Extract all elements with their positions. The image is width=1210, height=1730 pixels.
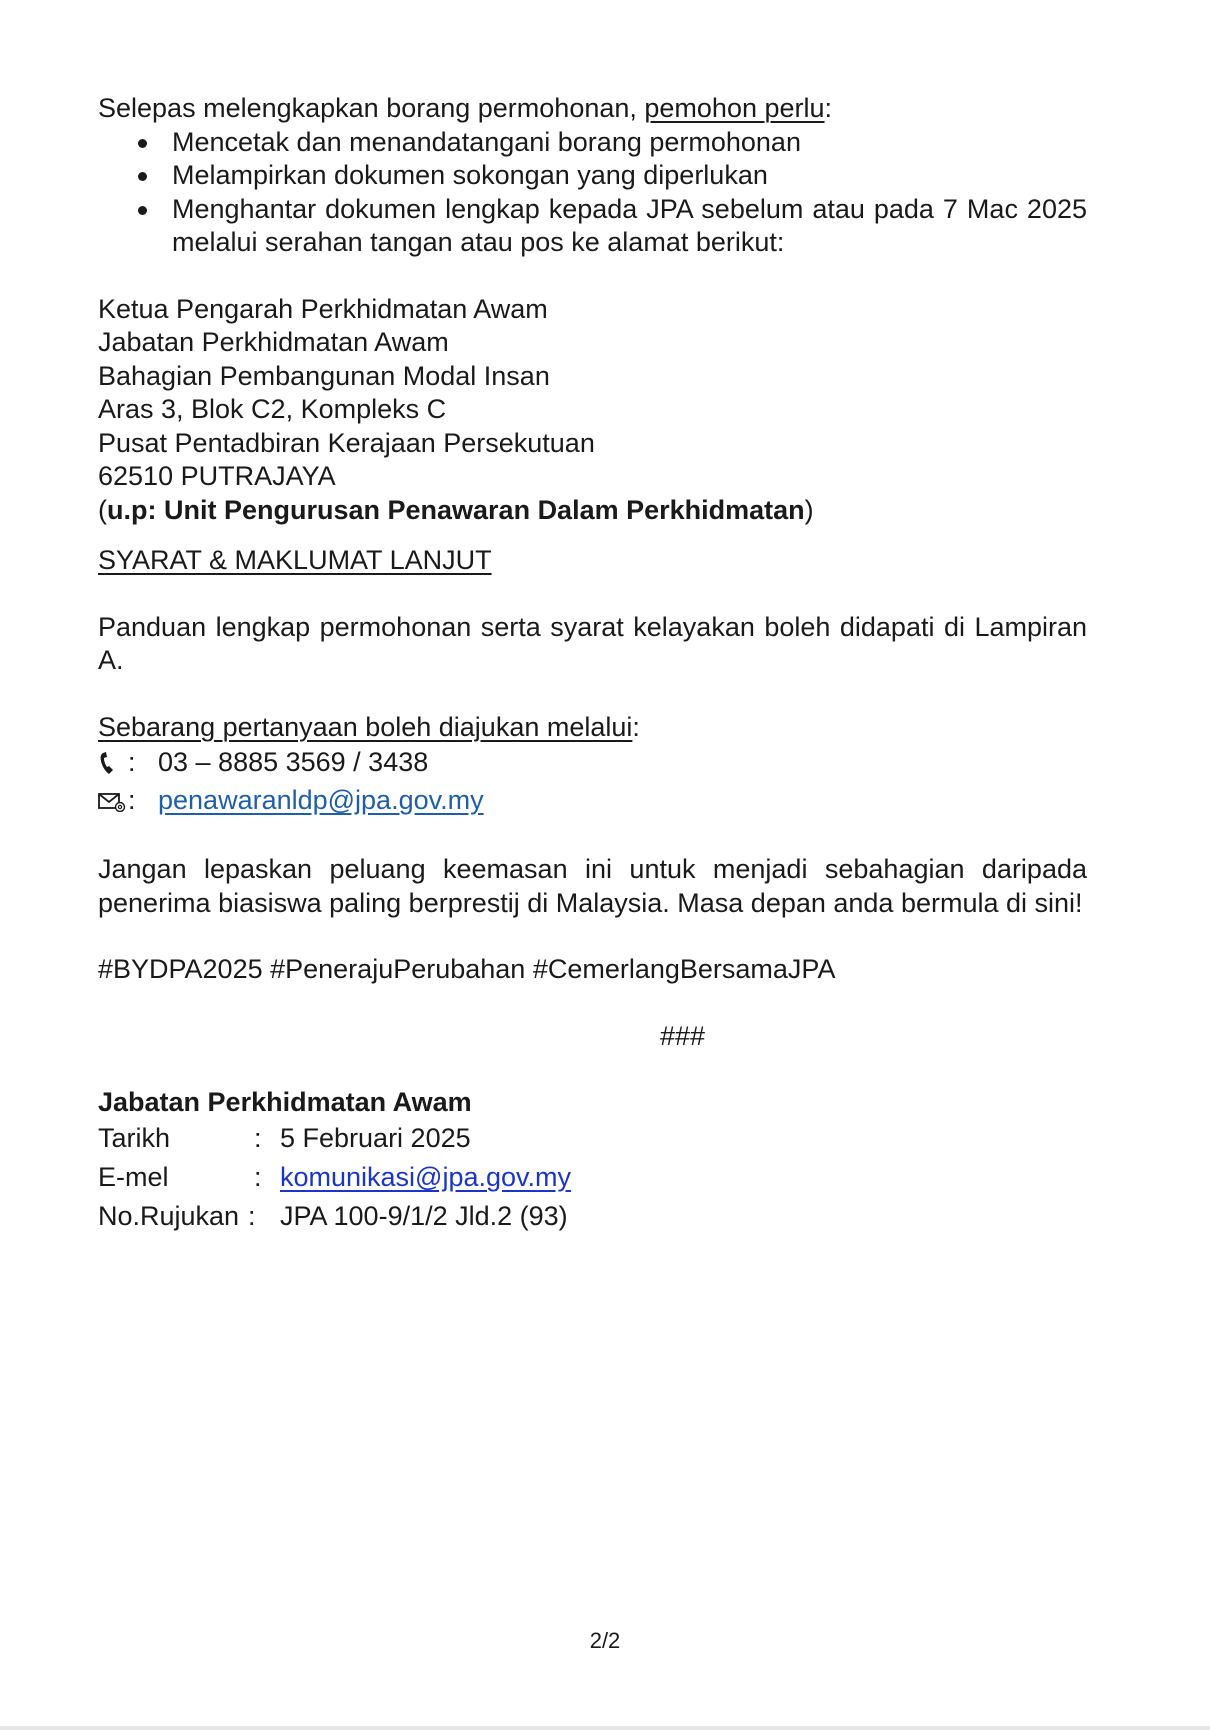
address-line: Jabatan Perkhidmatan Awam — [98, 327, 449, 357]
intro-suffix: : — [824, 93, 833, 123]
list-item — [98, 126, 1087, 160]
phone-number: 03 – 8885 3569 / 3438 — [158, 747, 429, 778]
bullet-icon — [138, 139, 147, 148]
address-line: Bahagian Pembangunan Modal Insan — [98, 360, 550, 391]
enquiry-heading-line: Sebarang pertanyaan boleh diajukan melalui: — [98, 711, 640, 742]
signature-org: Jabatan Perkhidmatan Awam — [98, 1087, 472, 1117]
page-number: 2/2 — [589, 1628, 621, 1653]
bullet-icon — [138, 172, 147, 181]
guide-paragraph: Panduan lengkap permohonan serta syarat kelayakan boleh didapati di Lampiran A. — [98, 611, 1087, 675]
attention-unit: u.p: Unit Pengurusan Penawaran Dalam Perkhidmatan — [107, 494, 805, 525]
closing-paragraph: Jangan lepaskan peluang keemasan ini untuk menjadi sebahagian daripada penerima biasiswa paling berprestij di Malaysia. Masa depan anda bermula di sini! — [98, 854, 1087, 918]
meta-row-date: Tarikh : 5 Februari 2025 — [98, 1120, 1087, 1159]
bullet-icon — [138, 206, 147, 215]
meta-value: JPA 100-9/1/2 Jld.2 (93) — [280, 1201, 568, 1232]
address-block — [98, 293, 1087, 528]
meta-label: Tarikh — [98, 1123, 171, 1154]
meta-row-email: E-mel : komunikasi@jpa.gov.my — [98, 1159, 1087, 1198]
end-mark: ### — [659, 1020, 706, 1051]
document-page — [98, 92, 1087, 1237]
step-text: Mencetak dan menandatangani borang permohonan — [172, 126, 801, 157]
intro-text: Selepas melengkapkan borang permohonan, — [98, 93, 645, 123]
enquiry-heading: Sebarang pertanyaan boleh diajukan melalui — [98, 711, 633, 742]
signature-email-link[interactable]: komunikasi@jpa.gov.my — [280, 1162, 572, 1193]
phone-icon — [98, 750, 128, 776]
list-item — [98, 159, 1087, 193]
attention-line: (u.p: Unit Pengurusan Penawaran Dalam Perkhidmatan) — [98, 494, 814, 525]
hashtags: #BYDPA2025 #PenerajuPerubahan #CemerlangBersamaJPA — [98, 954, 836, 984]
meta-label: No.Rujukan — [98, 1201, 240, 1232]
step-text: Menghantar dokumen lengkap kepada JPA sebelum atau pada 7 Mac 2025 melalui serahan tangan atau pos ke alamat berikut: — [172, 193, 1087, 257]
intro-underlined: pemohon perlu — [644, 93, 825, 123]
phone-row: : 03 – 8885 3569 / 3438 — [98, 744, 1087, 782]
section-heading: SYARAT & MAKLUMAT LANJUT — [98, 545, 492, 575]
step-text: Melampirkan dokumen sokongan yang diperlukan — [172, 160, 768, 190]
email-row: : penawaranldp@jpa.gov.my — [98, 782, 1087, 820]
meta-value: 5 Februari 2025 — [280, 1123, 471, 1154]
meta-label: E-mel — [98, 1162, 169, 1193]
list-item — [98, 193, 1087, 260]
address-line: 62510 PUTRAJAYA — [98, 461, 336, 491]
bottom-divider — [0, 1726, 1210, 1730]
steps-list — [98, 126, 1087, 260]
address-line: Aras 3, Blok C2, Kompleks C — [98, 394, 447, 424]
enquiry-email-link[interactable]: penawaranldp@jpa.gov.my — [158, 785, 484, 816]
intro-line — [98, 92, 1087, 126]
meta-row-reference: No.Rujukan : JPA 100-9/1/2 Jld.2 (93) — [98, 1198, 1087, 1237]
email-icon — [98, 790, 128, 812]
address-line: Pusat Pentadbiran Kerajaan Persekutuan — [98, 427, 595, 458]
address-line: Ketua Pengarah Perkhidmatan Awam — [98, 293, 548, 324]
